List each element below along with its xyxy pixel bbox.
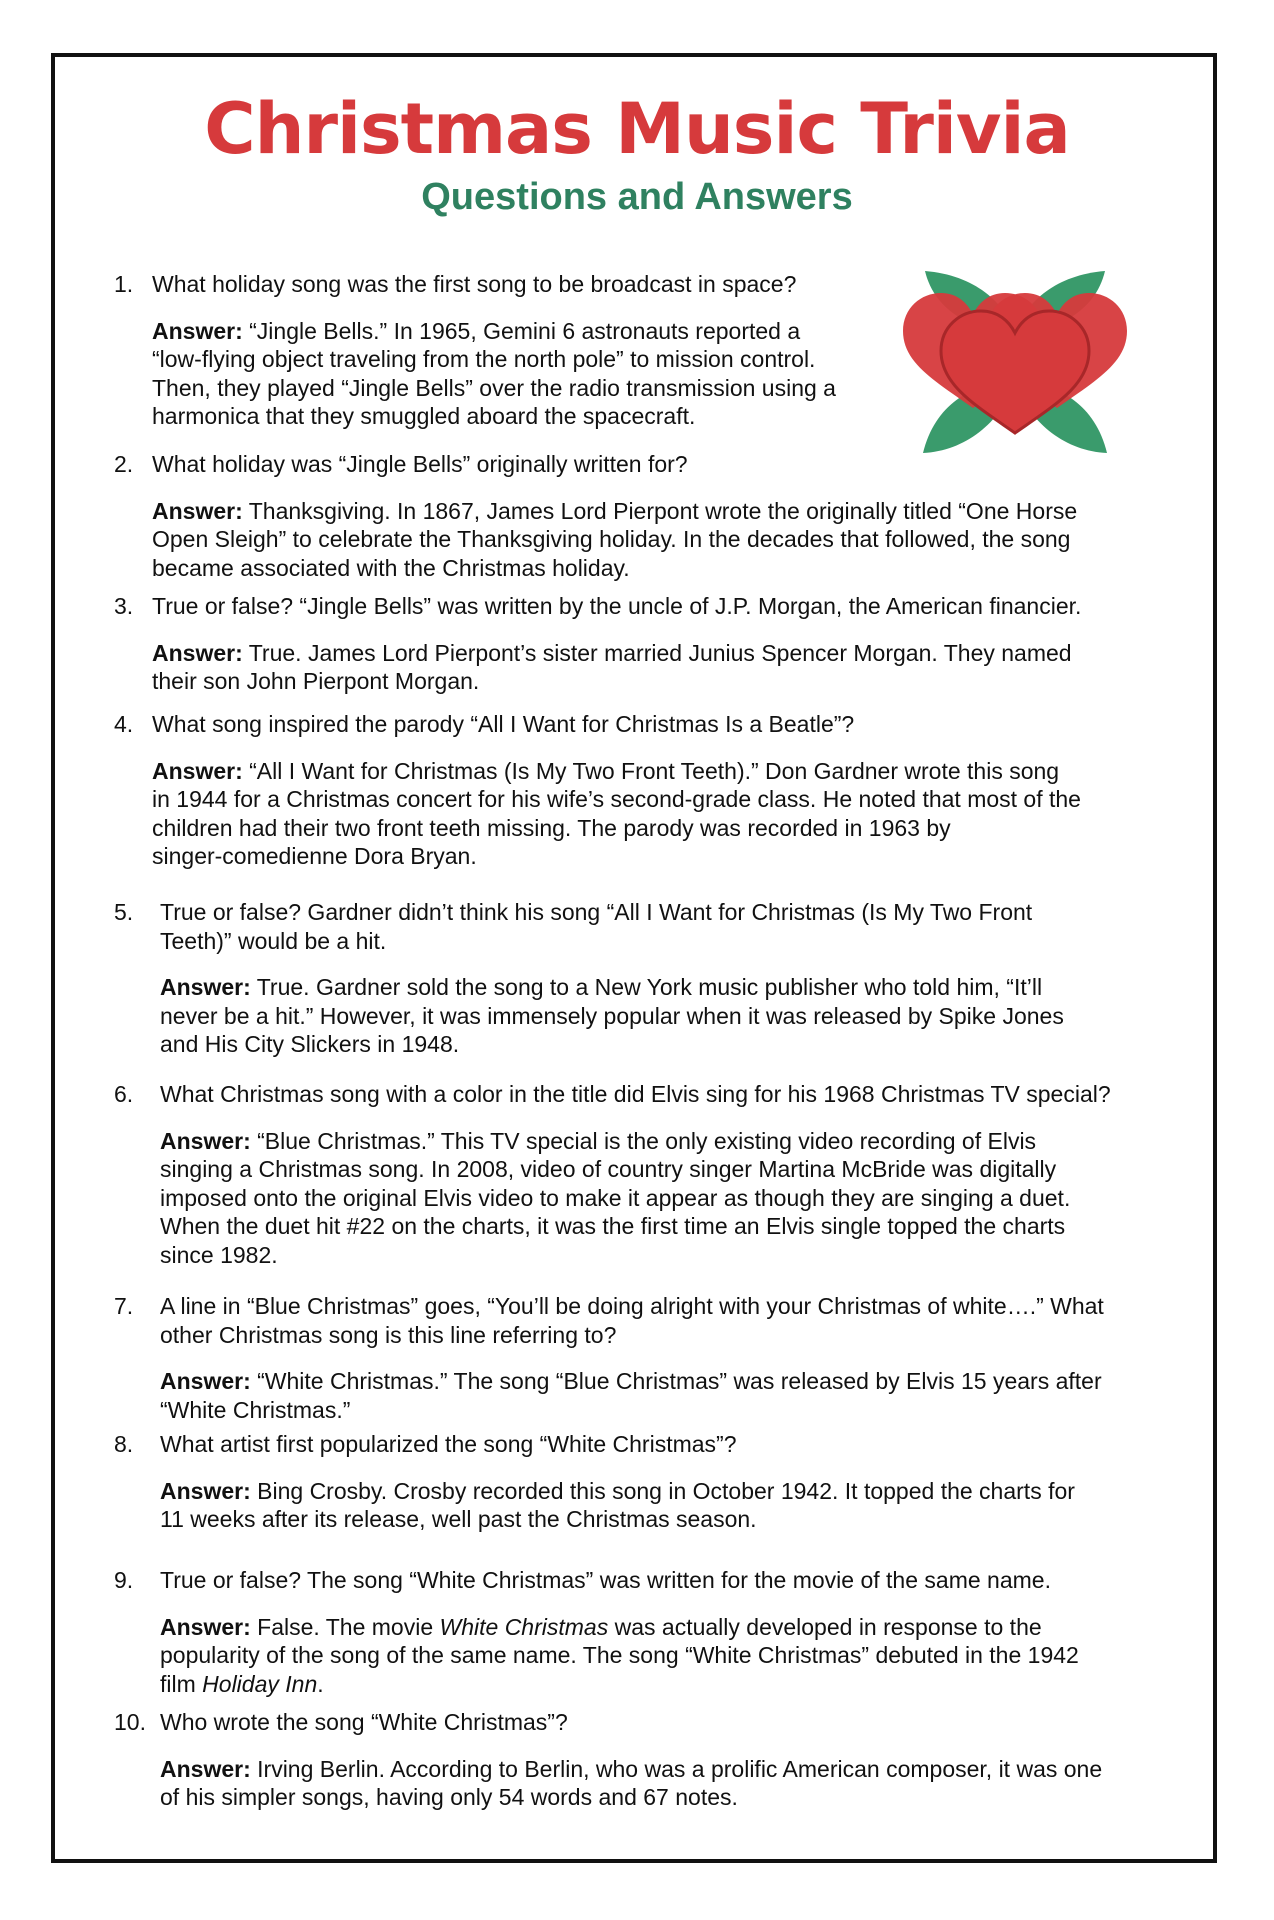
qa-item xyxy=(114,710,1174,871)
answer-text: “White Christmas.” The song “Blue Christmas” was released by Elvis 15 years after “White Christmas.” xyxy=(160,1368,1102,1423)
question xyxy=(114,710,1174,739)
answer-label: Answer: xyxy=(152,757,243,784)
question xyxy=(114,1292,1174,1349)
answer xyxy=(160,1477,1174,1534)
answer-text: . xyxy=(317,1670,324,1697)
qa-item xyxy=(114,1292,1174,1424)
qa-item xyxy=(114,1080,1174,1269)
answer-label: Answer: xyxy=(160,1613,251,1640)
qa-item xyxy=(114,270,1174,431)
answer-label: Answer: xyxy=(160,1477,251,1504)
answer xyxy=(160,973,1174,1059)
answer-text: “Blue Christmas.” This TV special is the only existing video recording of Elvis singing a Christmas song. In 2008, video of country singer Martina McBride was digitally imposed onto the original Elvis video to make it appear as though they are singing a duet. When the duet hit #22 on the charts, it was the first time an Elvis single topped the charts since 1982. xyxy=(160,1127,1071,1268)
question-text: True or false? The song “White Christmas” was written for the movie of the same name. xyxy=(160,1567,1051,1593)
question-number: 1. xyxy=(114,271,134,297)
question xyxy=(114,1430,1174,1459)
question-number: 3. xyxy=(114,593,134,619)
answer-label: Answer: xyxy=(160,1127,251,1154)
question-number: 6. xyxy=(114,1081,134,1107)
question xyxy=(114,1080,1174,1109)
answer-text: Thanksgiving. In 1867, James Lord Pierpont wrote the originally titled “One Horse Open Sleigh” to celebrate the Thanksgiving holiday. In the decades that followed, the song became associated with the Christmas holiday. xyxy=(152,497,1078,581)
answer xyxy=(152,639,1174,696)
question-number: 4. xyxy=(114,711,134,737)
question-number: 7. xyxy=(114,1293,134,1319)
answer-italic-title: White Christmas xyxy=(439,1613,609,1640)
page-subtitle: Questions and Answers xyxy=(421,176,853,218)
answer-text: Irving Berlin. According to Berlin, who was a prolific American composer, it was one of his simpler songs, having only 54 words and 67 notes. xyxy=(160,1755,1103,1810)
question xyxy=(114,1566,1174,1595)
question xyxy=(114,270,1174,299)
question-number: 8. xyxy=(114,1431,134,1457)
question-text: What holiday was “Jingle Bells” originally written for? xyxy=(152,451,688,477)
answer-label: Answer: xyxy=(152,497,243,524)
qa-item xyxy=(114,1708,1174,1812)
question-number: 5. xyxy=(114,899,134,925)
question-text: True or false? “Jingle Bells” was written by the uncle of J.P. Morgan, the American financier. xyxy=(152,593,1082,619)
question xyxy=(114,592,1174,621)
answer-text: was actually developed in response to the popularity of the song of the same name. The song “White Christmas” debuted in the 1942 film xyxy=(160,1613,1079,1697)
qa-item xyxy=(114,898,1174,1059)
question-text: True or false? Gardner didn’t think his song “All I Want for Christmas (Is My Two Front Teeth)” would be a hit. xyxy=(160,899,1033,954)
question-text: What holiday song was the first song to be broadcast in space? xyxy=(152,271,797,297)
answer-label: Answer: xyxy=(160,1755,251,1782)
question-text: What song inspired the parody “All I Want for Christmas Is a Beatle”? xyxy=(152,711,855,737)
answer-text: Bing Crosby. Crosby recorded this song in October 1942. It topped the charts for 11 weeks after its release, well past the Christmas season. xyxy=(160,1477,1075,1532)
answer xyxy=(160,1613,1174,1699)
answer-italic-title: Holiday Inn xyxy=(202,1670,318,1697)
answer-text: True. James Lord Pierpont’s sister married Junius Spencer Morgan. They named their son John Pierpont Morgan. xyxy=(152,639,1072,694)
qa-item xyxy=(114,1430,1174,1534)
answer-text: False. The movie xyxy=(250,1613,440,1640)
question-text: What Christmas song with a color in the title did Elvis sing for his 1968 Christmas TV special? xyxy=(160,1081,1111,1107)
question-number: 9. xyxy=(114,1567,134,1593)
answer-label: Answer: xyxy=(160,1368,251,1394)
answer xyxy=(160,1127,1174,1270)
question-text: A line in “Blue Christmas” goes, “You’ll be doing alright with your Christmas of white….” What other Christmas song is this line referring to? xyxy=(160,1293,1104,1348)
answer xyxy=(152,757,1174,871)
question xyxy=(114,450,1174,479)
question-text: What artist first popularized the song “White Christmas”? xyxy=(160,1431,737,1457)
answer-label: Answer: xyxy=(152,317,243,344)
answer-text: “Jingle Bells.” In 1965, Gemini 6 astronauts reported a xyxy=(242,317,801,344)
answer xyxy=(160,1367,1174,1424)
answer-text: “low-flying object traveling from the north pole” to mission control. Then, they played “Jingle Bells” over the radio transmission using a harmonica that they smuggled aboard the spacecraft. xyxy=(152,346,836,429)
question xyxy=(114,1708,1174,1737)
page-title: Christmas Music Trivia xyxy=(204,88,1070,170)
question-number: 10. xyxy=(114,1709,146,1735)
qa-item xyxy=(114,1566,1174,1698)
answer-label: Answer: xyxy=(152,639,243,666)
qa-item xyxy=(114,592,1174,696)
question-number: 2. xyxy=(114,451,134,477)
answer xyxy=(160,1755,1174,1812)
answer xyxy=(152,317,1174,431)
qa-item xyxy=(114,450,1174,582)
question-text: Who wrote the song “White Christmas”? xyxy=(160,1709,568,1735)
answer xyxy=(152,497,1174,583)
question xyxy=(114,898,1174,955)
answer-text: “All I Want for Christmas (Is My Two Front Teeth).” Don Gardner wrote this song in 1944 for a Christmas concert for his wife’s second-grade class. He noted that most of the children had their two front teeth missing. The parody was recorded in 1963 by singer-comedienne Dora Bryan. xyxy=(152,757,1081,869)
answer-text: True. Gardner sold the song to a New York music publisher who told him, “It’ll never be a hit.” However, it was immensely popular when it was released by Spike Jones and His City Slickers in 1948. xyxy=(160,974,1064,1057)
answer-label: Answer: xyxy=(160,974,251,1000)
